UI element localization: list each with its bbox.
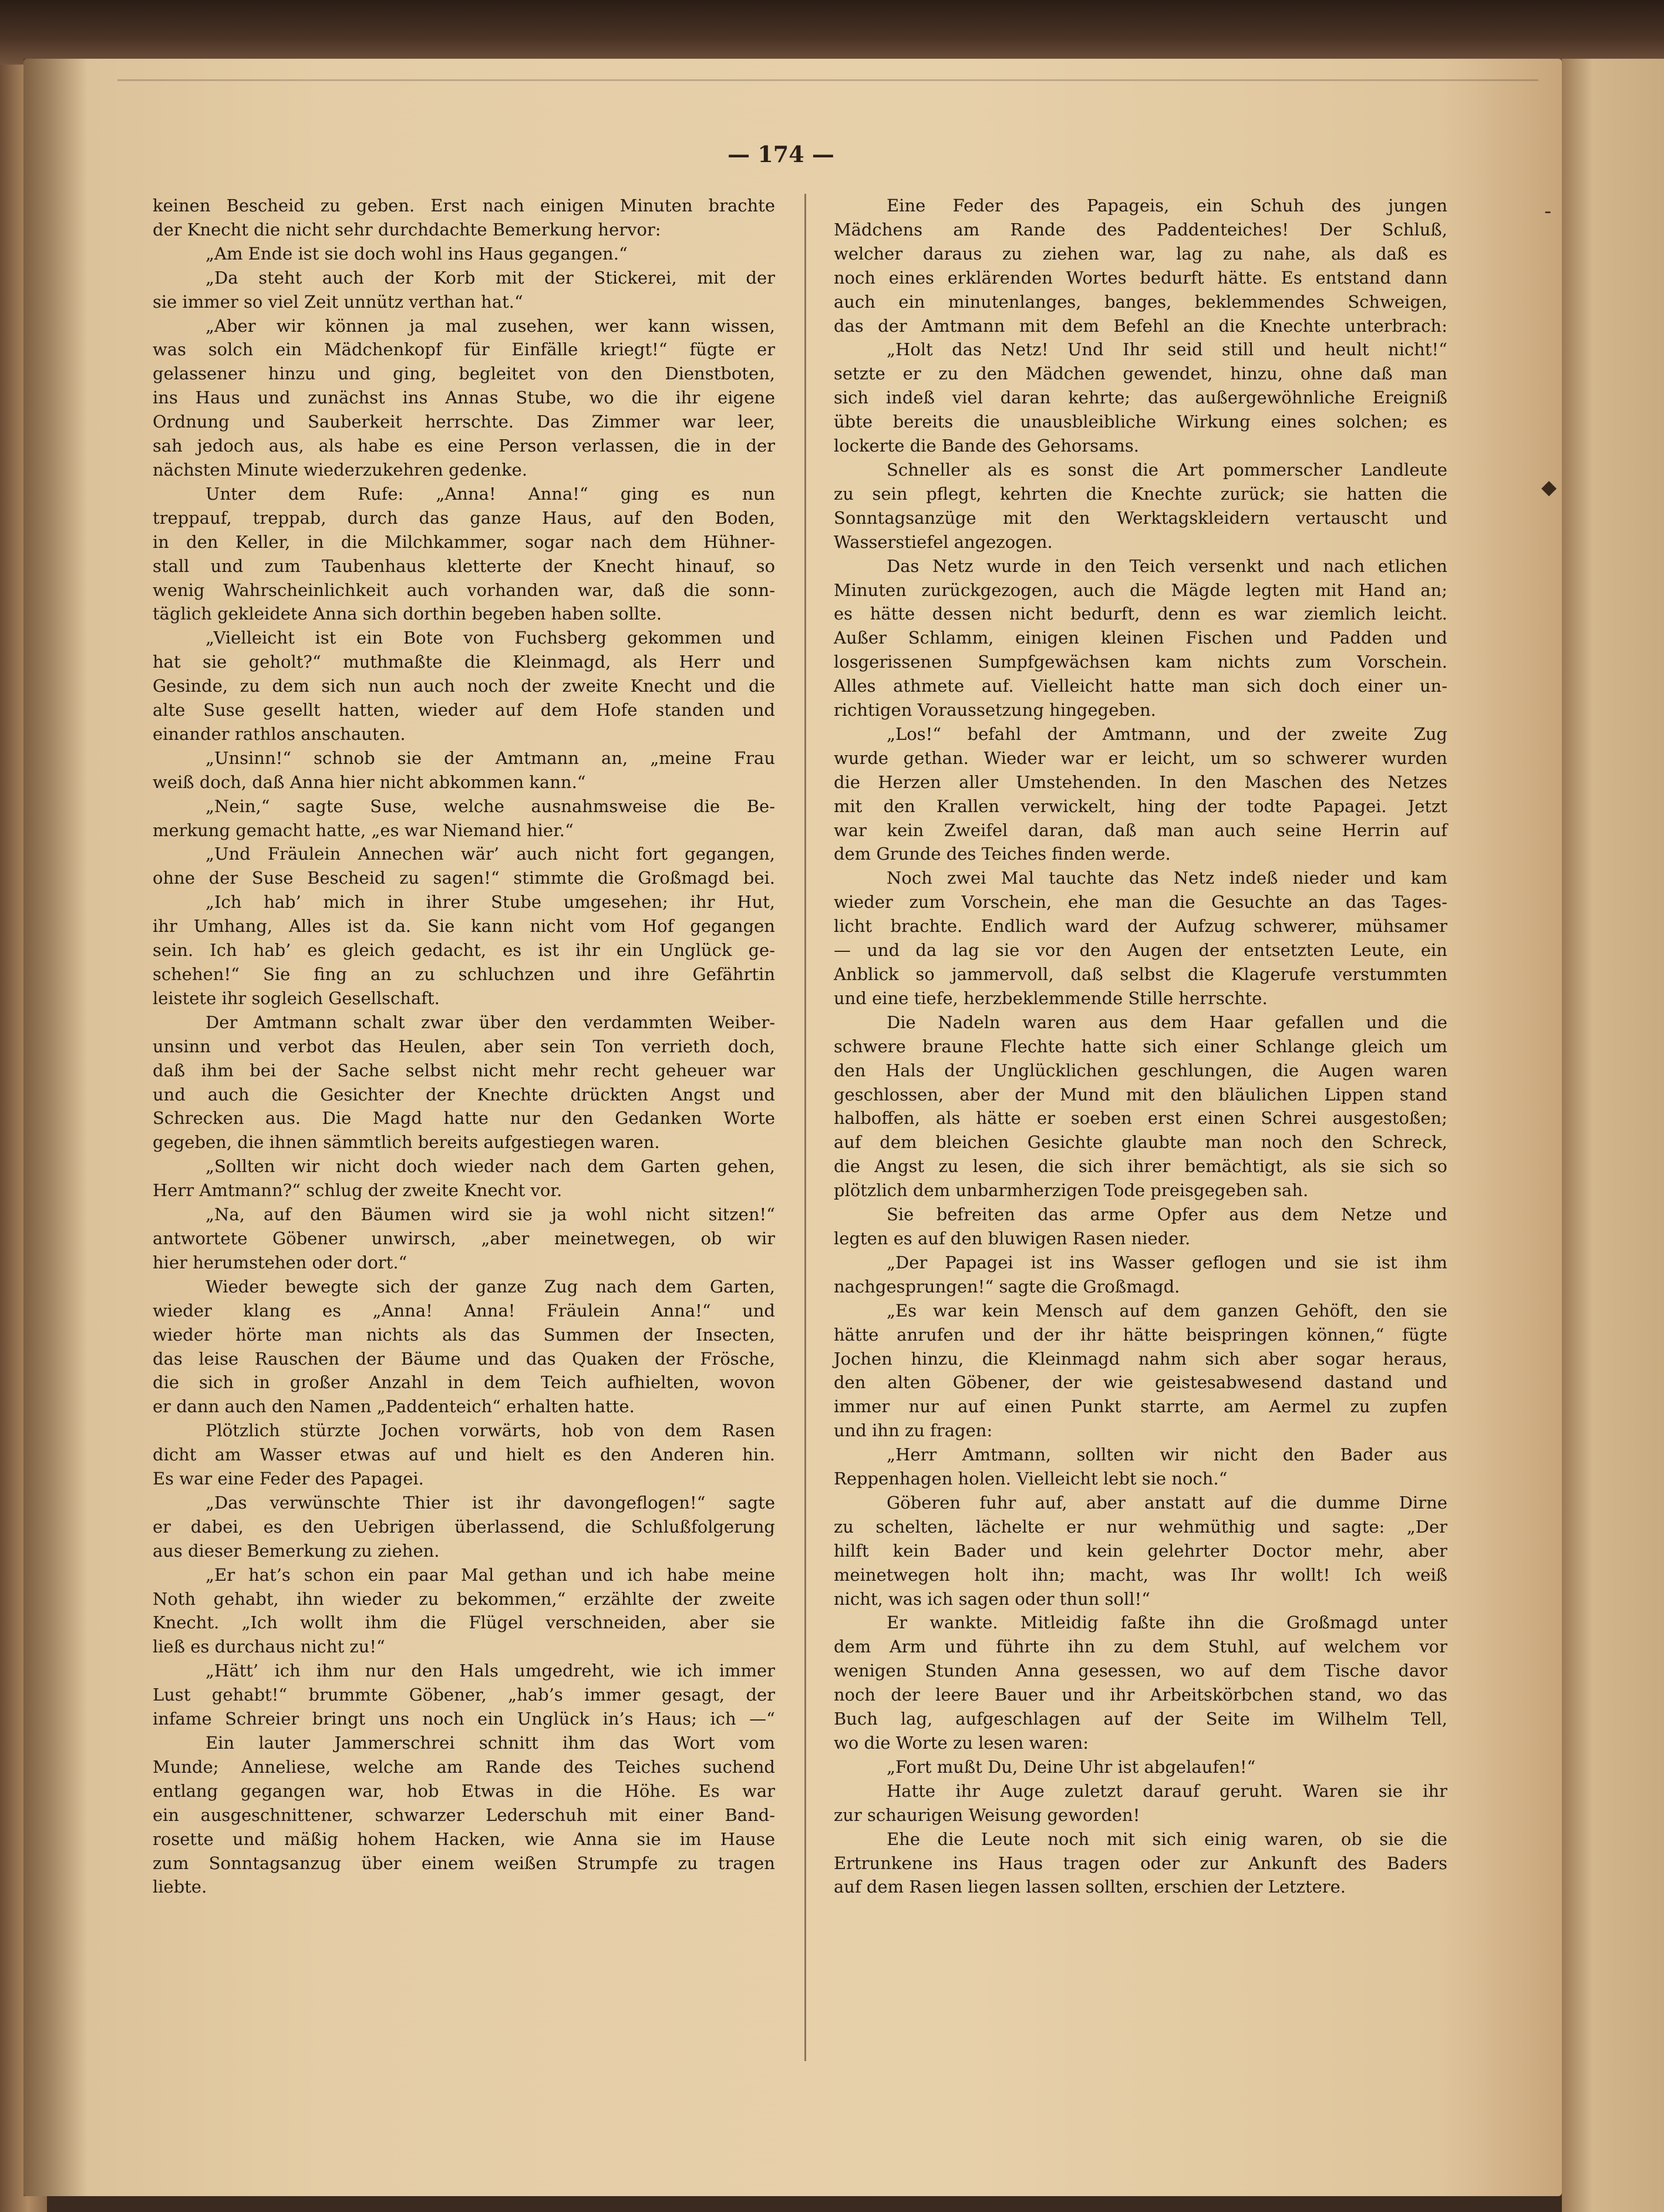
text-line: Noch zwei Mal tauchte das Netz indeß nieder und kam <box>887 868 1447 888</box>
text-line: wenigen Stunden Anna gesessen, wo auf dem Tische davor <box>834 1661 1447 1681</box>
text-line: Sie befreiten das arme Opfer aus dem Netze und <box>887 1204 1447 1225</box>
text-line: zur schaurigen Weisung geworden! <box>834 1804 1140 1825</box>
text-line: wenig Wahrscheinlichkeit auch vorhanden war, daß die sonn- <box>153 580 775 600</box>
text-line: nicht, was ich sagen oder thun soll!“ <box>834 1588 1150 1609</box>
text-line: legten es auf den bluwigen Rasen nieder. <box>834 1228 1191 1248</box>
text-line: ohne der Suse Bescheid zu sagen!“ stimmte die Großmagd bei. <box>153 868 775 888</box>
text-line: ins Haus und zunächst ins Annas Stube, wo die ihr eigene <box>153 388 775 408</box>
text-line: „Vielleicht ist ein Bote von Fuchsberg gekommen und <box>206 628 775 648</box>
text-line: Munde; Anneliese, welche am Rande des Teiches suchend <box>153 1756 775 1777</box>
text-line: wieder hörte man nichts als das Summen der Insecten, <box>153 1324 775 1345</box>
text-line: Er wankte. Mitleidig faßte ihn die Großmagd unter <box>887 1612 1447 1633</box>
text-line: war kein Zweifel daran, daß man auch seine Herrin auf <box>834 820 1447 840</box>
text-line: noch eines erklärenden Wortes bedurft hätte. Es entstand dann <box>834 267 1447 288</box>
text-line: entlang gegangen war, hob Etwas in die Höhe. Es war <box>153 1780 775 1801</box>
text-line: wieder klang es „Anna! Anna! Fräulein Anna!“ und <box>153 1300 775 1321</box>
text-line: „Na, auf den Bäumen wird sie ja wohl nicht sitzen!“ <box>206 1204 775 1225</box>
text-line: ein ausgeschnittener, schwarzer Lederschuh mit einer Band- <box>153 1804 775 1825</box>
margin-tick-mark: ‐ <box>1544 200 1552 223</box>
text-line: Mädchens am Rande des Paddenteiches! Der Schluß, <box>834 219 1447 240</box>
text-line: — und da lag sie vor den Augen der entsetzten Leute, ein <box>834 940 1447 961</box>
text-line: zu schelten, lächelte er nur wehmüthig und sagte: „Der <box>834 1516 1447 1537</box>
text-line: dem Grunde des Teiches finden werde. <box>834 844 1171 864</box>
text-line: „Los!“ befahl der Amtmann, und der zweite Zug <box>887 723 1447 744</box>
text-line: Die Nadeln waren aus dem Haar gefallen und die <box>887 1012 1447 1032</box>
text-line: „Am Ende ist sie doch wohl ins Haus gegangen.“ <box>206 243 628 264</box>
text-line: wurde gethan. Wieder war er leicht, um so schwerer wurden <box>834 748 1447 768</box>
text-line: hätte anrufen und der ihr hätte beispringen können,“ fügte <box>834 1324 1447 1345</box>
text-line: stall und zum Taubenhaus kletterte der Knecht hinauf, so <box>153 555 775 576</box>
text-line: der Knecht die nicht sehr durchdachte Bemerkung hervor: <box>153 219 661 240</box>
text-line: in den Keller, in die Milchkammer, sogar nach dem Hühner- <box>153 531 775 552</box>
text-line: auf dem bleichen Gesichte glaubte man noch den Schreck, <box>834 1132 1447 1153</box>
text-line: Buch lag, aufgeschlagen auf der Seite im Wilhelm Tell, <box>834 1709 1447 1729</box>
text-line: hat sie geholt?“ muthmaßte die Kleinmagd, als Herr und <box>153 652 775 672</box>
text-line: „Herr Amtmann, sollten wir nicht den Bader aus <box>887 1445 1447 1465</box>
text-line: und auch die Gesichter der Knechte drückten Angst und <box>153 1084 775 1105</box>
text-line: „Es war kein Mensch auf dem ganzen Gehöft, den sie <box>887 1300 1447 1321</box>
text-line: Schneller als es sonst die Art pommerscher Landleute <box>887 459 1447 480</box>
text-line: Wieder bewegte sich der ganze Zug nach dem Garten, <box>206 1276 775 1297</box>
text-line: nächsten Minute wiederzukehren gedenke. <box>153 459 528 480</box>
text-line: gegeben, die ihnen sämmtlich bereits aufgestiegen waren. <box>153 1132 660 1153</box>
text-line: Ertrunkene ins Haus tragen oder zur Ankunft des Baders <box>834 1853 1447 1873</box>
text-line: Noth gehabt, ihn wieder zu bekommen,“ erzählte der zweite <box>153 1588 775 1609</box>
text-line: und eine tiefe, herzbeklemmende Stille herrschte. <box>834 988 1268 1008</box>
text-line: dicht am Wasser etwas auf und hielt es den Anderen hin. <box>153 1445 775 1465</box>
text-line: antwortete Göbener unwirsch, „aber meinetwegen, ob wir <box>153 1228 775 1248</box>
text-line: Alles athmete auf. Vielleicht hatte man sich doch einer un- <box>834 676 1447 696</box>
text-line: lockerte die Bande des Gehorsams. <box>834 436 1139 456</box>
text-line: unsinn und verbot das Heulen, aber sein Ton verrieth doch, <box>153 1036 775 1056</box>
next-page-edge <box>1562 59 1664 2212</box>
text-line: „Hätt’ ich ihm nur den Hals umgedreht, wie ich immer <box>206 1661 775 1681</box>
text-line: täglich gekleidete Anna sich dorthin begeben haben sollte. <box>153 604 662 624</box>
text-line: Hatte ihr Auge zuletzt darauf geruht. Waren sie ihr <box>887 1780 1447 1801</box>
text-line: dem Arm und führte ihn zu dem Stuhl, auf welchem vor <box>834 1637 1447 1657</box>
text-line: Reppenhagen holen. Vielleicht lebt sie noch.“ <box>834 1469 1228 1489</box>
text-line: auf dem Rasen liegen lassen sollten, erschien der Letztere. <box>834 1877 1346 1897</box>
text-line: meinetwegen holt ihn; macht, was Ihr wollt! Ich weiß <box>834 1564 1447 1585</box>
text-line: geschlossen, aber der Mund mit den bläulichen Lippen stand <box>834 1084 1447 1105</box>
text-line: Das Netz wurde in den Teich versenkt und nach etlichen <box>887 555 1447 576</box>
text-line: Es war eine Feder des Papagei. <box>153 1469 424 1489</box>
text-line: infame Schreier bringt uns noch ein Unglück in’s Haus; ich —“ <box>153 1709 775 1729</box>
text-line: ihr Umhang, Alles ist da. Sie kann nicht vom Hof gegangen <box>153 916 775 937</box>
text-line: Lust gehabt!“ brummte Göbener, „hab’s immer gesagt, der <box>153 1685 775 1705</box>
text-line: Knecht. „Ich wollt ihm die Flügel verschneiden, aber sie <box>153 1612 775 1633</box>
text-line: er dabei, es den Uebrigen überlassend, die Schlußfolgerung <box>153 1516 775 1537</box>
text-line: die Herzen aller Umstehenden. In den Maschen des Netzes <box>834 772 1447 792</box>
text-line: ließ es durchaus nicht zu!“ <box>153 1637 385 1657</box>
text-line: treppauf, treppab, durch das ganze Haus, auf den Boden, <box>153 507 775 528</box>
text-line: zum Sonntagsanzug über einem weißen Strumpfe zu tragen <box>153 1853 775 1873</box>
text-line: zu sein pflegt, kehrten die Knechte zurück; sie hatten die <box>834 483 1447 504</box>
text-line: merkung gemacht hatte, „es war Niemand hier.“ <box>153 820 574 840</box>
text-line: „Das verwünschte Thier ist ihr davongeflogen!“ sagte <box>206 1492 775 1513</box>
top-rule <box>117 79 1538 81</box>
text-line: leistete ihr sogleich Gesellschaft. <box>153 988 440 1008</box>
text-line: den alten Göbener, der wie geistesabwesend dastand und <box>834 1372 1447 1393</box>
text-line: sich indeß viel daran kehrte; das außergewöhnliche Ereigniß <box>834 388 1447 408</box>
right-text-column <box>834 194 1447 1899</box>
text-line: „Der Papagei ist ins Wasser geflogen und sie ist ihm <box>887 1252 1447 1272</box>
text-line: noch der leere Bauer und ihr Arbeitskörbchen stand, wo das <box>834 1685 1447 1705</box>
text-line: „Aber wir können ja mal zusehen, wer kann wissen, <box>206 315 775 336</box>
text-line: hilft kein Bader und kein gelehrter Doctor mehr, aber <box>834 1540 1447 1561</box>
text-line: einander rathlos anschauten. <box>153 723 406 744</box>
text-line: „Fort mußt Du, Deine Uhr ist abgelaufen!“ <box>887 1756 1256 1777</box>
text-line: wo die Worte zu lesen waren: <box>834 1733 1089 1753</box>
text-line: Plötzlich stürzte Jochen vorwärts, hob von dem Rasen <box>206 1420 775 1441</box>
text-line: Eine Feder des Papageis, ein Schuh des jungen <box>887 196 1447 216</box>
text-line: hier herumstehen oder dort.“ <box>153 1252 407 1272</box>
text-line: Göberen fuhr auf, aber anstatt auf die dumme Dirne <box>887 1492 1447 1513</box>
text-line: „Holt das Netz! Und Ihr seid still und heult nicht!“ <box>887 339 1447 360</box>
left-text-column <box>153 194 775 1899</box>
text-line: plötzlich dem unbarmherzigen Tode preisgegeben sah. <box>834 1180 1309 1201</box>
text-line: Anblick so jammervoll, daß selbst die Klagerufe verstummten <box>834 964 1447 984</box>
text-line: setzte er zu den Mädchen gewendet, hinzu, ohne daß man <box>834 363 1447 384</box>
text-line: mit den Krallen verwickelt, hing der todte Papagei. Jetzt <box>834 796 1447 816</box>
text-line: Außer Schlamm, einigen kleinen Fischen und Padden und <box>834 628 1447 648</box>
text-line: losgerissenen Sumpfgewächsen kam nichts zum Vorschein. <box>834 652 1447 672</box>
text-line: „Unsinn!“ schnob sie der Amtmann an, „meine Frau <box>206 748 775 768</box>
page-number: — 174 — <box>727 141 834 167</box>
text-line: „Und Fräulein Annechen wär’ auch nicht fort gegangen, <box>206 844 775 864</box>
text-line: schehen!“ Sie fing an zu schluchzen und ihre Gefährtin <box>153 964 775 984</box>
text-line: aus dieser Bemerkung zu ziehen. <box>153 1540 440 1561</box>
text-line: Wasserstiefel angezogen. <box>834 531 1053 552</box>
text-line: rosette und mäßig hohem Hacken, wie Anna sie im Hause <box>153 1829 775 1849</box>
text-line: richtigen Voraussetzung hingegeben. <box>834 700 1156 721</box>
text-line: Sonntagsanzüge mit den Werktagskleidern vertauscht und <box>834 507 1447 528</box>
text-line: Unter dem Rufe: „Anna! Anna!“ ging es nun <box>206 483 775 504</box>
text-line: Schrecken aus. Die Magd hatte nur den Gedanken Worte <box>153 1108 775 1129</box>
text-line: halboffen, als hätte er soeben erst einen Schrei ausgestoßen; <box>834 1108 1447 1129</box>
text-line: immer nur auf einen Punkt starrte, am Aermel zu zupfen <box>834 1396 1447 1417</box>
text-line: und ihn zu fragen: <box>834 1420 993 1441</box>
text-line: den Hals der Unglücklichen geschlungen, die Augen waren <box>834 1060 1447 1080</box>
text-line: Herr Amtmann?“ schlug der zweite Knecht vor. <box>153 1180 562 1201</box>
text-line: er dann auch den Namen „Paddenteich“ erhalten hatte. <box>153 1396 635 1417</box>
text-line: „Sollten wir nicht doch wieder nach dem Garten gehen, <box>206 1156 775 1177</box>
text-line: das der Amtmann mit dem Befehl an die Knechte unterbrach: <box>834 315 1447 336</box>
text-line: das leise Rauschen der Bäume und das Quaken der Frösche, <box>153 1348 775 1369</box>
text-line: Ehe die Leute noch mit sich einig waren, ob sie die <box>887 1829 1447 1849</box>
text-line: es hätte dessen nicht bedurft, denn es war ziemlich leicht. <box>834 604 1447 624</box>
text-line: die sich in großer Anzahl in dem Teich aufhielten, wovon <box>153 1372 775 1393</box>
column-divider <box>804 194 806 2061</box>
text-line: „Nein,“ sagte Suse, welche ausnahmsweise die Be- <box>206 796 775 816</box>
text-line: daß ihm bei der Sache selbst nicht mehr recht geheuer war <box>153 1060 775 1080</box>
text-line: was solch ein Mädchenkopf für Einfälle kriegt!“ fügte er <box>153 339 775 360</box>
text-line: sie immer so viel Zeit unnütz verthan hat.“ <box>153 291 523 312</box>
text-line: Jochen hinzu, die Kleinmagd nahm sich aber sogar heraus, <box>834 1348 1447 1369</box>
text-line: die Angst zu lesen, die sich ihrer bemächtigt, als sie sich so <box>834 1156 1447 1177</box>
text-line: sah jedoch aus, als habe es eine Person verlassen, die in der <box>153 436 775 456</box>
text-line: Gesinde, zu dem sich nun auch noch der zweite Knecht und die <box>153 676 775 696</box>
text-line: Ein lauter Jammerschrei schnitt ihm das Wort vom <box>206 1733 775 1753</box>
text-line: sein. Ich hab’ es gleich gedacht, es ist ihr ein Unglück ge- <box>153 940 775 961</box>
text-line: schwere braune Flechte hatte sich einer Schlange gleich um <box>834 1036 1447 1056</box>
text-line: Ordnung und Sauberkeit herrschte. Das Zimmer war leer, <box>153 412 775 432</box>
margin-arrow-mark: ◆ <box>1541 476 1557 499</box>
text-line: wieder zum Vorschein, ehe man die Gesuchte an das Tages- <box>834 892 1447 913</box>
text-line: liebte. <box>153 1877 207 1897</box>
text-line: „Da steht auch der Korb mit der Stickerei, mit der <box>206 267 775 288</box>
text-line: nachgesprungen!“ sagte die Großmagd. <box>834 1276 1180 1297</box>
gutter-shadow <box>23 59 88 2196</box>
text-line: keinen Bescheid zu geben. Erst nach einigen Minuten brachte <box>153 196 775 216</box>
text-line: gelassener hinzu und ging, begleitet von den Dienstboten, <box>153 363 775 384</box>
text-line: auch ein minutenlanges, banges, beklemmendes Schweigen, <box>834 291 1447 312</box>
text-line: weiß doch, daß Anna hier nicht abkommen kann.“ <box>153 772 586 792</box>
text-line: übte bereits die unausbleibliche Wirkung eines solchen; es <box>834 412 1447 432</box>
text-line: licht brachte. Endlich ward der Aufzug schwerer, mühsamer <box>834 916 1447 937</box>
text-line: „Ich hab’ mich in ihrer Stube umgesehen; ihr Hut, <box>206 892 775 913</box>
text-line: Minuten zurückgezogen, auch die Mägde legten mit Hand an; <box>834 580 1447 600</box>
text-line: welcher daraus zu ziehen war, lag zu nahe, als daß es <box>834 243 1447 264</box>
text-line: alte Suse gesellt hatten, wieder auf dem Hofe standen und <box>153 700 775 721</box>
text-line: „Er hat’s schon ein paar Mal gethan und ich habe meine <box>206 1564 775 1585</box>
text-line: Der Amtmann schalt zwar über den verdammten Weiber- <box>206 1012 775 1032</box>
